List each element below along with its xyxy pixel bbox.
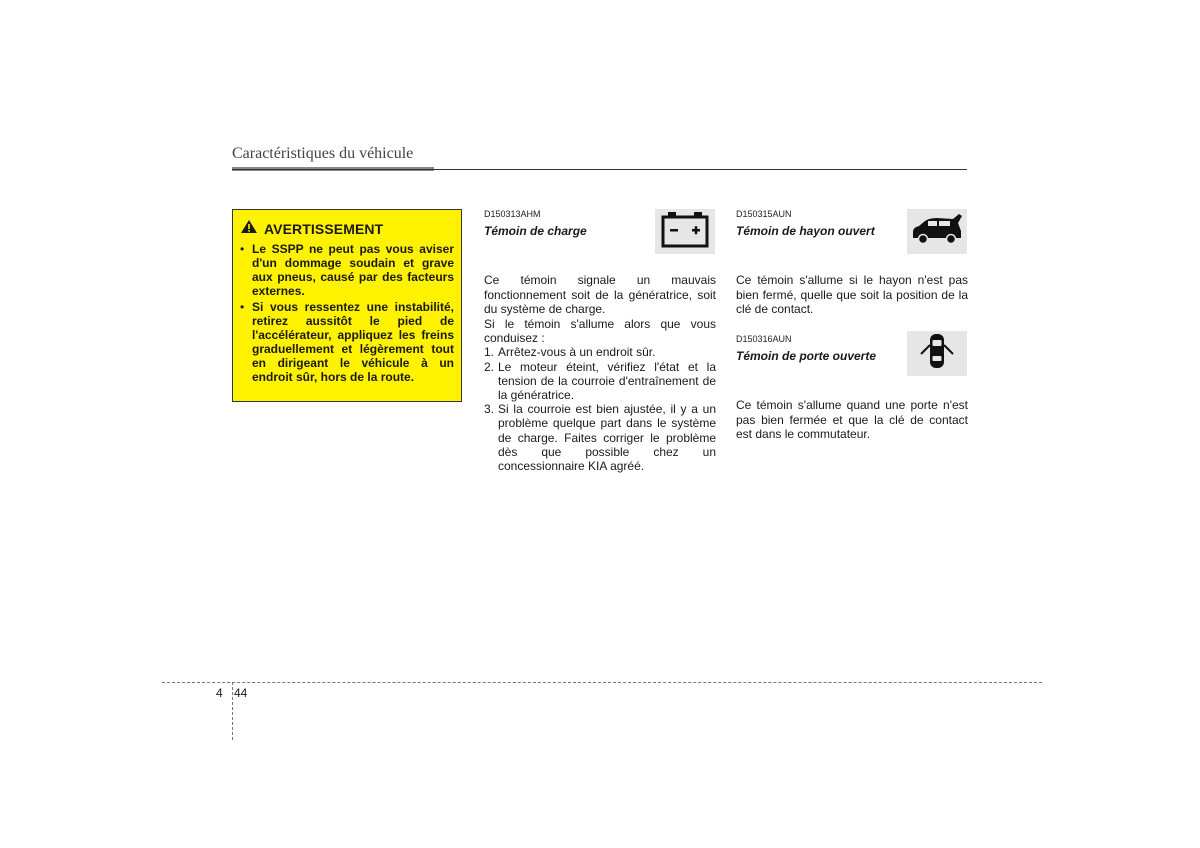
header-rule — [232, 169, 967, 170]
section-title: Témoin de porte ouverte — [736, 349, 877, 364]
list-item — [484, 402, 716, 473]
liftgate-icon-box — [907, 209, 967, 254]
warning-triangle-icon — [240, 219, 258, 239]
battery-icon-box — [655, 209, 715, 254]
section-code: D150316AUN — [736, 334, 792, 344]
step-text: Arrêtez-vous à un endroit sûr. — [498, 345, 656, 360]
section-title: Témoin de hayon ouvert — [736, 224, 875, 239]
step-number: 3. — [484, 402, 495, 417]
paragraph: Ce témoin signale un mauvais fonctionnement soit de la génératrice, soit du système de charge. — [484, 273, 716, 316]
door-open-icon — [917, 330, 957, 377]
warning-title: AVERTISSEMENT — [264, 221, 384, 237]
warning-item: • Si vous ressentez une instabilité, retirez aussitôt le pied de l'accélérateur, appliquez les freins graduellement et légèrement tout en dirigeant le véhicule à un endroit sûr, hors de la route. — [240, 300, 454, 384]
list-item — [484, 360, 716, 403]
battery-icon — [660, 210, 710, 253]
footer-rule — [162, 682, 1042, 683]
step-text: Si la courroie est bien ajustée, il y a un problème quelque part dans le système de charge. Faites corriger le problème dès que possible chez un concessionnaire KIA agréé. — [498, 402, 716, 474]
section-code: D150315AUN — [736, 209, 792, 219]
warning-header — [240, 219, 454, 239]
paragraph: Ce témoin s'allume si le hayon n'est pas bien fermé, quelle que soit la position de la clé de contact. — [736, 273, 968, 316]
step-text: Le moteur éteint, vérifiez l'état et la tension de la courroie d'entraînement de la génératrice. — [498, 359, 716, 403]
paragraph: Si le témoin s'allume alors que vous conduisez : — [484, 317, 716, 346]
liftgate-open-icon — [909, 211, 965, 252]
warning-item: • Le SSPP ne peut pas vous aviser d'un dommage soudain et grave aux pneus, causé par des facteurs externes. — [240, 242, 454, 298]
section-code: D150313AHM — [484, 209, 541, 219]
warning-list — [240, 242, 454, 384]
page-number-value: 44 — [234, 686, 248, 700]
door-icon-box — [907, 331, 967, 376]
warning-box — [232, 209, 462, 402]
step-number: 1. — [484, 345, 495, 360]
chapter-number: 4 — [216, 686, 223, 700]
steps-list — [484, 345, 716, 473]
section-title: Témoin de charge — [484, 224, 587, 239]
list-item — [484, 345, 716, 359]
paragraph: Ce témoin s'allume quand une porte n'est pas bien fermée et que la clé de contact est dans le commutateur. — [736, 398, 968, 441]
page-number — [216, 686, 247, 700]
page-header-title: Caractéristiques du véhicule — [232, 145, 414, 162]
step-number: 2. — [484, 359, 495, 374]
